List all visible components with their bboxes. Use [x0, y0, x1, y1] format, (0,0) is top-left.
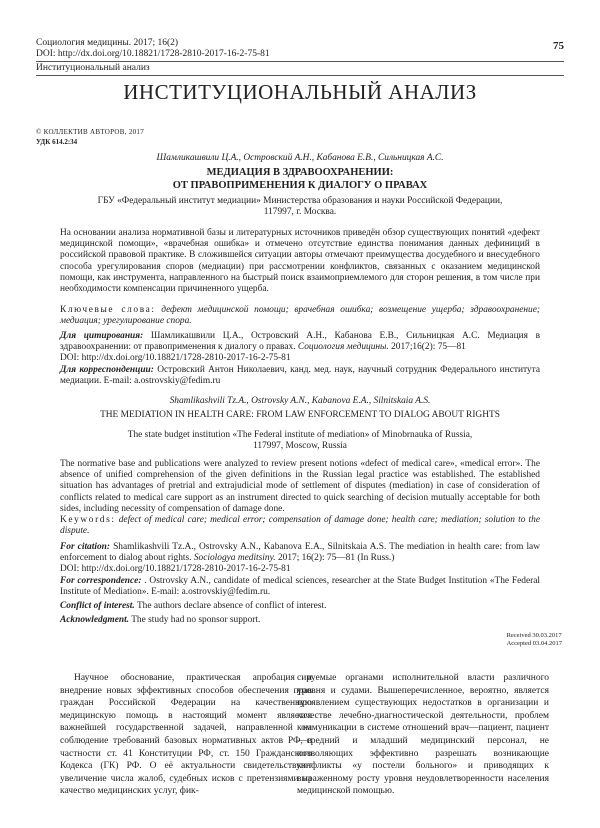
page-number: 75 — [553, 40, 564, 52]
ru-cite-text: Шамликашвили Ц.А., Островский А.Н., Кабанова Е.В., Сильницкая А.С. Медиация в здравоохранении: от правоприменения к диалогу о правах. — [60, 331, 540, 353]
en-corr-text: . Ostrovsky A.N., candidate of medical sciences, researcher at the State Budget Institution «The Federal Institute of Mediation». E-mail: a.ostrovskiy@fedim.ru. — [60, 576, 540, 598]
ru-cite-tail: 2017;16(2): 75—81 — [391, 342, 466, 353]
ru-title-line1: МЕДИАЦИЯ В ЗДРАВООХРАНЕНИИ: — [206, 167, 394, 178]
en-conflict — [60, 601, 540, 612]
running-header — [36, 38, 270, 60]
section-title: ИНСТИТУЦИОНАЛЬНЫЙ АНАЛИЗ — [123, 80, 477, 104]
ru-article-title — [60, 167, 540, 192]
en-abstract: The normative base and publications were analyzed to review present notions «defect of medical care», «medical error». The absence of unified comprehension of the given definitions in the Russian legal practice was established. The established situation has advantages of pretrial and extrajudicial mode of settlement of disputes (mediation) in case of consideration of conflicts related to medical care support as an instrument directed to quick searching of decision mutually acceptable for both sides, including necessity of compensation of damage done. — [60, 459, 540, 514]
section-rule — [36, 75, 564, 76]
ru-corr-text: Островский Антон Николаевич, канд. мед. наук, научный сотрудник Федерального института медиации. E-mail: a.ostrovskiy@fedim.ru — [60, 365, 540, 387]
body-column-left: Научное обоснование, практическая апробация и внедрение новых эффективных способов обеспечения прав граждан Российской Федерации на качественную медицинскую помощь в настоящий момент является важнейшей государственной задачей, направленной на соблюдение требований базовых нормативных актов РФ, в частности ст. 41 Конституции РФ, ст. 150 Гражданского Кодекса (ГК) РФ. О её актуальности свидетельствуют увеличение числа жалоб, судебных исков с претензиями на качество медицинских услуг, фик- — [60, 673, 312, 797]
ru-corr-label: Для корреспонденции: — [60, 365, 154, 375]
ru-cite-doi: DOI: http://dx.doi.org/10.18821/1728-2810-2017-16-2-75-81 — [60, 353, 291, 364]
section-label: Институциональный анализ — [36, 63, 150, 73]
en-correspondence — [60, 576, 540, 598]
en-cite-text: Shamlikashvili Tz.A., Ostrovsky A.N., Kabanova E.A., Silnitskaia A.S. The mediation in health care: from law enforcement to dialog about rights. — [60, 542, 540, 564]
en-cite-journal: Sociologya meditsiny. — [193, 553, 276, 564]
udk-code: УДК 614.2:34 — [36, 138, 78, 146]
ru-cite-journal: Социология медицины. — [297, 342, 389, 353]
ru-keywords-label: Ключевые слова: — [60, 305, 156, 315]
en-conflict-text: The authors declare absence of conflict of interest. — [136, 601, 327, 611]
en-cite-tail: 2017; 16(2): 75—81 (In Russ.) — [277, 553, 395, 564]
accepted-date: Accepted 03.04.2017 — [506, 640, 562, 647]
article-dates — [507, 632, 562, 648]
en-authors: Shamlikashvili Tz.A., Ostrovsky A.N., Kabanova E.A., Silnitskaia A.S. — [169, 396, 431, 406]
header-rule — [36, 61, 564, 62]
ru-authors: Шамликашвили Ц.А., Островский А.Н., Кабанова Е.В., Сильницкая А.С. — [156, 153, 444, 163]
en-affiliation-line1: The state budget institution «The Federal institute of mediation» of Minobrnauka of Russia, — [127, 430, 473, 440]
en-acknowledgment — [60, 615, 540, 626]
copyright: © КОЛЛЕКТИВ АВТОРОВ, 2017 — [36, 128, 145, 136]
ru-affiliation-line2: 117997, г. Москва. — [263, 207, 337, 218]
body-column-right: сируемые органами исполнительной власти различного уровня и судами. Вышеперечисленное, вероятно, является проявлением существующих недостатков в организации и качестве лечебно-диагностической деятельности, проблем коммуникации в системе отношений врач—пациент, пациент—средний и младший медицинский персонал, не позволяющих эффективно разрешать возникающие конфликты «у постели больного» и приводящих к выраженному росту уровня неудовлетворенности населения медицинской помощью. — [297, 673, 549, 797]
en-conflict-label: Conflict of interest. — [60, 601, 135, 611]
ru-affiliation — [60, 196, 540, 218]
en-article-title: THE MEDIATION IN HEALTH CARE: FROM LAW ENFORCEMENT TO DIALOG ABOUT RIGHTS — [100, 410, 500, 420]
ru-keywords-text: дефект медицинской помощи; врачебная ошибка; возмещение ущерба; здравоохранение; медиация; урегулирование спора. — [60, 305, 540, 327]
en-keywords — [60, 515, 540, 537]
journal-citation: Социология медицины. 2017; 16(2) — [36, 38, 179, 48]
ru-correspondence — [60, 365, 540, 387]
ru-citation — [60, 331, 540, 365]
ru-keywords — [60, 305, 540, 327]
en-ack-text: The study had no sponsor support. — [131, 615, 261, 625]
en-affiliation — [60, 430, 540, 452]
en-ack-label: Acknowledgment. — [60, 615, 130, 625]
en-affiliation-line2: 117997, Moscow, Russia — [253, 441, 347, 452]
en-cite-label: For citation: — [60, 542, 110, 552]
en-cite-doi: DOI: http://dx.doi.org/10.18821/1728-2810-2017-16-2-75-81 — [60, 564, 291, 575]
ru-affiliation-line1: ГБУ «Федеральный институт медиации» Министерства образования и науки Российской Федерации, — [97, 196, 503, 206]
en-keywords-label: Keywords: — [60, 515, 116, 525]
ru-cite-label: Для цитирования: — [60, 331, 144, 341]
en-citation — [60, 542, 540, 576]
received-date: Received 30.03.2017 — [506, 632, 562, 639]
en-keywords-text: defect of medical care; medical error; compensation of damage done; health care; mediation; solution to the dispute. — [60, 515, 541, 537]
header-doi: DOI: http://dx.doi.org/10.18821/1728-2810-2017-16-2-75-81 — [36, 49, 270, 59]
en-corr-label: For correspondence: — [60, 576, 142, 586]
ru-title-line2: ОТ ПРАВОПРИМЕНЕНИЯ К ДИАЛОГУ О ПРАВАХ — [172, 179, 428, 191]
ru-abstract: На основании анализа нормативной базы и литературных источников приведён обзор существующих понятий «дефект медицинской помощи», «врачебная ошибка» и отмечено отсутствие единства понимания данных дефиниций в российской правовой практике. В сложившейся ситуации авторы отмечают преимущества досудебного и внесудебного способа урегулирования споров (медиации) при рассмотрении конфликтов, связанных с оказанием медицинской помощи, как инструмента, направленного на быстрый поиск взаимоприемлемого для сторон решения, в том числе при необходимости компенсации причиненного ущерба. — [60, 228, 540, 295]
